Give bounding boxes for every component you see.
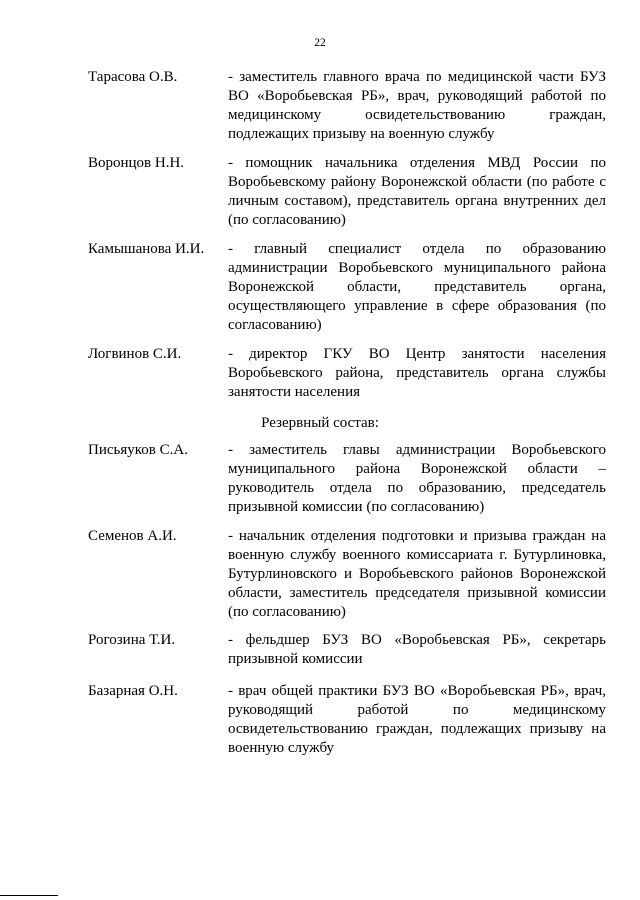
member-role: - директор ГКУ ВО Центр занятости населения Воробьевского района, представитель органа службы занятости населения: [228, 346, 606, 400]
member-role: - главный специалист отдела по образованию администрации Воробьевского муниципального района Воронежской области, представитель органа, осуществляющего управление в сфере образования (по согласованию): [228, 241, 606, 333]
member-name: Тарасова О.В.: [88, 69, 178, 85]
member-name: Камышанова И.И.: [88, 241, 205, 257]
reserve-member-name: Рогозина Т.И.: [88, 632, 176, 648]
page-number: 22: [314, 37, 326, 49]
member-role: - помощник начальника отделения МВД России по Воробьевскому району Воронежской области (по работе с личным составом), представитель органа внутренних дел (по согласованию): [228, 155, 606, 228]
reserve-member-role: - начальник отделения подготовки и призыва граждан на военную службу военного комиссариата г. Бутурлиновка, Бутурлиновского и Воробьевского районов Воронежской области, заместитель председателя призывной комиссии (по согласованию): [228, 528, 606, 620]
reserve-member-name: Базарная О.Н.: [88, 683, 178, 699]
reserve-member-name: Письяуков С.А.: [88, 442, 188, 458]
footnote-divider: [0, 895, 58, 896]
reserve-member-name: Семенов А.И.: [88, 528, 177, 544]
reserve-member-role: - заместитель главы администрации Воробьевского муниципального района Воронежской области – руководитель отдела по образованию, председатель призывной комиссии (по согласованию): [228, 442, 606, 515]
member-name: Воронцов Н.Н.: [88, 155, 185, 171]
reserve-member-role: - врач общей практики БУЗ ВО «Воробьевская РБ», врач, руководящий работой по медицинскому освидетельствованию граждан, подлежащих призыву на военную службу: [228, 683, 606, 756]
member-role: - заместитель главного врача по медицинской части БУЗ ВО «Воробьевская РБ», врач, руководящий работой по медицинскому освидетельствованию граждан, подлежащих призыву на военную службу: [228, 69, 606, 142]
reserve-heading: Резервный состав:: [261, 415, 379, 431]
member-name: Логвинов С.И.: [88, 346, 182, 362]
reserve-member-role: - фельдшер БУЗ ВО «Воробьевская РБ», секретарь призывной комиссии: [228, 632, 606, 667]
